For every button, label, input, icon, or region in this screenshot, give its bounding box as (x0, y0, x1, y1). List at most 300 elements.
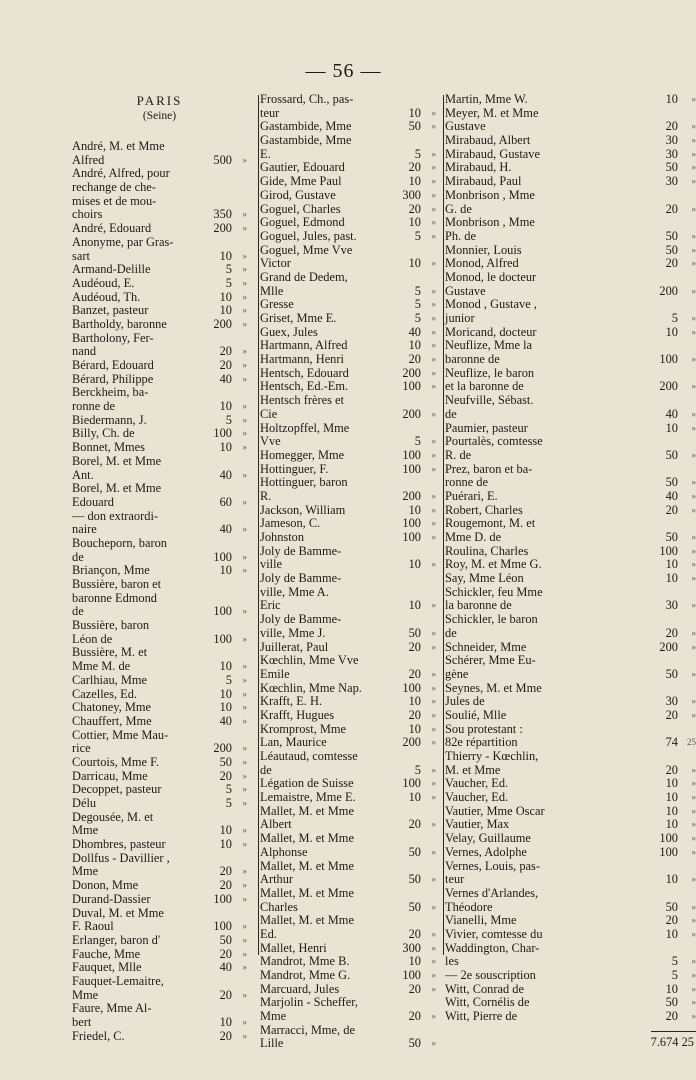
list-item (445, 230, 696, 244)
list-item (72, 715, 247, 729)
subscriber-name: Albert (260, 817, 292, 832)
amount-francs: 200 (213, 221, 232, 236)
subscriber-name: Kromprost, Mme (260, 721, 347, 736)
subscriber-name: Emile (260, 666, 290, 681)
subscriber-name: Banzet, pasteur (72, 303, 149, 318)
subscriber-name: Griset, Mme E. (260, 311, 337, 325)
amount-centimes: » (691, 1011, 696, 1022)
subscriber-name: Mallet, Henri (260, 940, 327, 955)
amount-francs: 10 (665, 926, 678, 941)
list-item (72, 961, 247, 975)
amount-centimes: » (431, 874, 436, 885)
amount-francs: 5 (671, 311, 678, 325)
subscriber-name: R. (260, 488, 272, 503)
amount-francs: 50 (665, 228, 678, 243)
amount-francs: 20 (219, 987, 232, 1002)
list-item (72, 277, 247, 291)
list-item (72, 1016, 247, 1030)
amount-centimes: » (242, 496, 247, 507)
subscriber-name: ronne de (445, 475, 489, 490)
amount-centimes (678, 517, 696, 531)
list-item (260, 216, 436, 230)
amount-francs: 10 (408, 598, 421, 613)
amount-centimes: » (431, 600, 436, 611)
subscriber-name: Durand-Dassier (72, 891, 151, 906)
list-item (260, 531, 436, 545)
subscriber-name: ville (260, 557, 283, 572)
list-item (72, 1002, 247, 1016)
list-item (260, 928, 436, 942)
amount-francs: 40 (219, 467, 232, 482)
amount-francs: 200 (213, 741, 232, 756)
amount-francs: 100 (213, 631, 232, 646)
list-item (445, 832, 696, 846)
subscriber-name: Waddington, Char- (445, 940, 540, 955)
amount-francs: 20 (408, 981, 421, 996)
amount-centimes: » (431, 408, 436, 419)
amount-francs: 10 (219, 289, 232, 304)
list-item (260, 271, 436, 285)
list-item (72, 400, 247, 414)
amount-centimes: » (431, 162, 436, 173)
amount-centimes (421, 422, 436, 436)
amount-centimes (421, 244, 436, 258)
amount-centimes: » (691, 148, 696, 159)
amount-centimes: » (691, 477, 696, 488)
amount-francs (194, 975, 232, 989)
subscriber-name: Friedel, C. (72, 1028, 125, 1043)
amount-francs: 100 (402, 461, 421, 476)
list-item (260, 750, 436, 764)
subscriber-name: Vernes, Adolphe (445, 844, 527, 859)
list-item (260, 613, 436, 627)
list-item (72, 291, 247, 305)
amount-francs: 10 (665, 872, 678, 887)
list-item (72, 934, 247, 948)
subscriber-name: Monnier, Louis (445, 242, 522, 257)
subscriber-name: Joly de Bamme- (260, 612, 342, 627)
amount-centimes: » (691, 244, 696, 255)
subscriber-name: Puérari, E. (445, 488, 498, 503)
list-item (260, 367, 436, 381)
subscriber-name: de (72, 604, 84, 619)
list-item (260, 353, 436, 367)
amount-francs: 200 (402, 365, 421, 380)
amount-centimes (421, 613, 436, 627)
list-item (260, 983, 436, 997)
list-item (260, 558, 436, 572)
list-item (445, 339, 696, 353)
amount-francs: 20 (408, 352, 421, 367)
subscriber-name: Dhombres, pasteur (72, 837, 166, 852)
list-item (445, 257, 696, 271)
amount-centimes: » (431, 299, 436, 310)
amount-francs (640, 750, 678, 764)
amount-centimes: » (242, 921, 247, 932)
amount-francs (640, 367, 678, 381)
amount-centimes: » (691, 874, 696, 885)
amount-francs (640, 298, 678, 312)
amount-centimes (232, 195, 247, 209)
amount-francs: 40 (219, 713, 232, 728)
amount-francs: 50 (408, 899, 421, 914)
list-item (72, 989, 247, 1003)
list-item (72, 140, 247, 154)
list-item (445, 695, 696, 709)
amount-centimes (421, 914, 436, 928)
section-heading-department: (Seine) (142, 110, 177, 122)
amount-francs (383, 996, 421, 1010)
subscriber-name: Monod, le docteur (445, 269, 537, 284)
amount-francs: 350 (213, 207, 232, 222)
list-item (445, 380, 696, 394)
list-item (260, 832, 436, 846)
list-item (260, 586, 436, 600)
amount-francs: 20 (665, 913, 678, 928)
amount-centimes: » (431, 737, 436, 748)
subscriber-name: Hentsch, Ed.-Em. (260, 379, 349, 394)
subscriber-name: Neuflize, Mme la (445, 338, 533, 353)
subscriber-name: Sou protestant : (445, 721, 523, 736)
page-number: — 56 — (305, 60, 382, 82)
subscriber-name: Degousée, M. et (72, 809, 154, 824)
list-item (72, 510, 247, 524)
amount-francs: 500 (213, 152, 232, 167)
list-item (72, 619, 247, 633)
subscriber-name: Edouard (72, 494, 114, 509)
list-item (445, 463, 696, 477)
amount-centimes (232, 729, 247, 743)
amount-francs: 5 (225, 672, 232, 687)
subscriber-name: ville, Mme A. (260, 584, 329, 599)
amount-francs: 10 (219, 248, 232, 263)
amount-francs: 40 (665, 488, 678, 503)
list-item (260, 203, 436, 217)
amount-centimes: » (691, 668, 696, 679)
subscriber-name: de (445, 406, 457, 421)
amount-francs (640, 654, 678, 668)
subscriber-name: Courtois, Mme F. (72, 754, 160, 769)
amount-francs (640, 682, 678, 696)
amount-centimes (232, 181, 247, 195)
subscriber-name: Soulié, Mlle (445, 707, 507, 722)
list-item (445, 750, 696, 764)
list-item (72, 318, 247, 332)
amount-centimes: » (242, 866, 247, 877)
list-item (260, 969, 436, 983)
amount-francs (640, 394, 678, 408)
list-item (260, 860, 436, 874)
amount-centimes: » (242, 934, 247, 945)
amount-centimes: » (242, 743, 247, 754)
list-item (72, 469, 247, 483)
list-item (445, 148, 696, 162)
amount-centimes: » (242, 770, 247, 781)
subscriber-name: Cazelles, Ed. (72, 686, 138, 701)
list-item (260, 285, 436, 299)
subscriber-name: Monbrison , Mme (445, 187, 535, 202)
list-item (445, 367, 696, 381)
amount-francs: 10 (408, 502, 421, 517)
list-item (72, 975, 247, 989)
amount-centimes (232, 1002, 247, 1016)
amount-centimes: » (242, 154, 247, 165)
subscriber-name: Mandrot, Mme B. (260, 954, 350, 969)
list-item (72, 414, 247, 428)
amount-centimes (678, 298, 696, 312)
subscriber-name: — don extraordi- (72, 508, 159, 523)
amount-francs (194, 907, 232, 921)
subscriber-name: F. Raoul (72, 919, 114, 934)
amount-centimes: » (242, 318, 247, 329)
list-item (72, 838, 247, 852)
subscriber-name: Jameson, C. (260, 516, 321, 531)
list-item (260, 901, 436, 915)
list-item (72, 304, 247, 318)
amount-francs: 5 (414, 146, 421, 161)
list-item (445, 175, 696, 189)
list-item (260, 107, 436, 121)
amount-centimes: » (431, 846, 436, 857)
amount-centimes: » (691, 285, 696, 296)
amount-francs: 50 (408, 625, 421, 640)
amount-francs: 50 (665, 666, 678, 681)
subscriber-name: Lemaistre, Mme E. (260, 790, 356, 805)
amount-centimes: » (691, 997, 696, 1008)
amount-centimes: » (431, 121, 436, 132)
amount-francs: 10 (665, 817, 678, 832)
amount-centimes: » (431, 354, 436, 365)
subscriber-name: Bussière, baron (72, 618, 150, 633)
amount-centimes: » (691, 573, 696, 584)
amount-centimes: » (431, 203, 436, 214)
subscriber-name: Krafft, E. H. (260, 694, 323, 709)
subscriber-name: Gastambide, Mme (260, 133, 352, 148)
amount-centimes: » (691, 559, 696, 570)
amount-centimes: » (242, 825, 247, 836)
amount-francs (383, 887, 421, 901)
amount-francs: 30 (665, 133, 678, 148)
list-item (260, 764, 436, 778)
subscriber-name: Vernes, Louis, pas- (445, 858, 540, 873)
subscriber-name: Goguel, Mme Vve (260, 242, 353, 257)
amount-francs: 200 (659, 379, 678, 394)
subscriber-name: Prez, baron et ba- (445, 461, 533, 476)
amount-centimes (421, 271, 436, 285)
subscriber-name: Biedermann, J. (72, 412, 147, 427)
amount-francs (640, 339, 678, 353)
subscriber-name: Joly de Bamme- (260, 571, 342, 586)
amount-francs (194, 140, 232, 154)
amount-francs (194, 852, 232, 866)
list-item (72, 455, 247, 469)
subscriber-name: bert (72, 1015, 92, 1029)
subscriber-name: de (260, 762, 272, 777)
subscriber-name: Paumier, pasteur (445, 420, 528, 435)
list-item (260, 805, 436, 819)
list-item (260, 298, 436, 312)
amount-centimes: » (691, 422, 696, 433)
amount-centimes: » (691, 970, 696, 980)
amount-francs: 5 (671, 968, 678, 982)
subscriber-name: Gustave (445, 119, 486, 134)
list-item (72, 332, 247, 346)
list-item (72, 345, 247, 359)
list-item (445, 873, 696, 887)
subscriber-name: Mme M. de (72, 659, 131, 674)
subscriber-name: Vaucher, Ed. (445, 790, 509, 805)
amount-francs (194, 729, 232, 743)
amount-centimes: » (242, 209, 247, 220)
amount-centimes: » (431, 641, 436, 652)
amount-francs (383, 244, 421, 258)
subscriber-name: Krafft, Hugues (260, 707, 335, 722)
list-item (445, 955, 696, 969)
amount-francs: 20 (665, 1009, 678, 1024)
subscriber-name: Bussière, baron et (72, 577, 162, 591)
amount-centimes (232, 140, 247, 154)
amount-francs: 10 (219, 823, 232, 838)
subscriber-name: Thierry - Kœchlin, (445, 749, 539, 763)
subscriber-name: Jules de (445, 694, 485, 709)
amount-centimes: » (242, 688, 247, 699)
amount-centimes (421, 887, 436, 901)
amount-centimes: » (242, 373, 247, 384)
amount-francs (640, 271, 678, 285)
amount-centimes (232, 907, 247, 921)
list-item (445, 996, 696, 1010)
amount-francs: 20 (665, 625, 678, 640)
list-item (260, 942, 436, 956)
list-item (260, 490, 436, 504)
list-item (72, 551, 247, 565)
amount-centimes: » (691, 805, 696, 816)
subscriber-name: sart (72, 248, 90, 263)
amount-francs (640, 613, 678, 627)
subscriber-name: Bérard, Philippe (72, 371, 154, 386)
subscriber-name: Roulina, Charles (445, 543, 529, 558)
amount-centimes: » (691, 532, 696, 542)
subscriber-name: G. de (445, 201, 472, 216)
amount-francs: 20 (665, 119, 678, 134)
list-item (445, 271, 696, 285)
amount-centimes: » (431, 189, 436, 200)
subscriber-name: Homegger, Mme (260, 447, 345, 462)
list-item (445, 504, 696, 518)
amount-francs: 5 (414, 228, 421, 243)
list-item (72, 770, 247, 784)
subscriber-name: Rougemont, M. et (445, 516, 536, 531)
list-item (72, 633, 247, 647)
amount-centimes: » (691, 778, 696, 789)
amount-francs: 40 (219, 371, 232, 386)
subscriber-name: Eric (260, 598, 281, 613)
subscriber-name: Bonnet, Mmes (72, 440, 145, 455)
subscriber-name: Goguel, Edmond (260, 215, 345, 230)
subscriber-name: mises et de mou- (72, 193, 157, 208)
list-item (445, 764, 696, 778)
amount-centimes: » (691, 94, 696, 104)
list-item (72, 208, 247, 222)
subscriber-name: Vautier, Mme Oscar (445, 803, 545, 818)
subscriber-name: ronne de (72, 399, 116, 414)
amount-centimes: » (691, 956, 696, 967)
list-item (260, 914, 436, 928)
list-item (445, 107, 696, 121)
subscriber-name: Juillerat, Paul (260, 639, 329, 654)
amount-centimes: » (431, 668, 436, 679)
list-item (445, 285, 696, 299)
amount-francs: 10 (665, 420, 678, 435)
subscriber-name: André, Edouard (72, 221, 152, 236)
amount-francs: 20 (219, 358, 232, 372)
amount-centimes: » (242, 1017, 247, 1027)
subscriber-name: Mirabaud, H. (445, 160, 512, 175)
subscriber-name: Schickler, le baron (445, 612, 538, 627)
list-item (72, 154, 247, 168)
list-item (260, 695, 436, 709)
subscriber-name: baronne Edmond (72, 590, 157, 605)
amount-francs: 20 (219, 878, 232, 893)
subscriber-name: Seynes, M. et Mme (445, 680, 542, 695)
amount-centimes: » (431, 970, 436, 980)
amount-francs (640, 189, 678, 203)
amount-francs: 100 (213, 891, 232, 906)
subscriber-name: Mallet, M. et Mme (260, 858, 354, 873)
subscriber-name: Fauquet, Mlle (72, 960, 142, 975)
subscriber-name: Hartmann, Alfred (260, 338, 348, 353)
list-item (445, 709, 696, 723)
list-item (260, 1010, 436, 1024)
list-item (72, 865, 247, 879)
amount-centimes (232, 236, 247, 250)
subscriber-name: teur (445, 872, 465, 887)
amount-centimes: » (691, 162, 696, 173)
amount-francs: 100 (402, 530, 421, 544)
amount-centimes: » (431, 709, 436, 720)
amount-centimes: » (242, 606, 247, 617)
subscriber-name: Kœchlin, Mme Vve (260, 653, 359, 668)
amount-centimes: » (242, 989, 247, 1000)
list-item (72, 236, 247, 250)
amount-centimes: » (242, 401, 247, 412)
subscriber-name: Berckheim, ba- (72, 385, 149, 400)
subscriber-name: Boucheporn, baron (72, 535, 167, 550)
subscriber-name: Briançon, Mme (72, 563, 150, 578)
subscriber-name: M. et Mme (445, 762, 501, 777)
amount-centimes: » (431, 436, 436, 447)
list-item (445, 599, 696, 613)
amount-centimes: » (431, 490, 436, 501)
grand-total-amount: 7.674 25 (651, 1031, 696, 1050)
subscriber-name: Goguel, Charles (260, 201, 341, 216)
list-item (260, 504, 436, 518)
amount-centimes: » (242, 469, 247, 480)
amount-francs: 50 (408, 1036, 421, 1051)
amount-centimes: » (431, 723, 436, 734)
amount-centimes: » (242, 702, 247, 713)
amount-francs: 30 (665, 146, 678, 161)
amount-centimes (232, 332, 247, 346)
amount-francs (640, 216, 678, 230)
list-item (72, 222, 247, 236)
list-item (72, 578, 247, 592)
subscriber-name: Audéoud, E. (72, 275, 135, 290)
subscriber-name: rice (72, 741, 91, 756)
amount-centimes: » (691, 846, 696, 857)
amount-francs (640, 586, 678, 600)
subscriber-name: Hottinguer, F. (260, 461, 329, 476)
